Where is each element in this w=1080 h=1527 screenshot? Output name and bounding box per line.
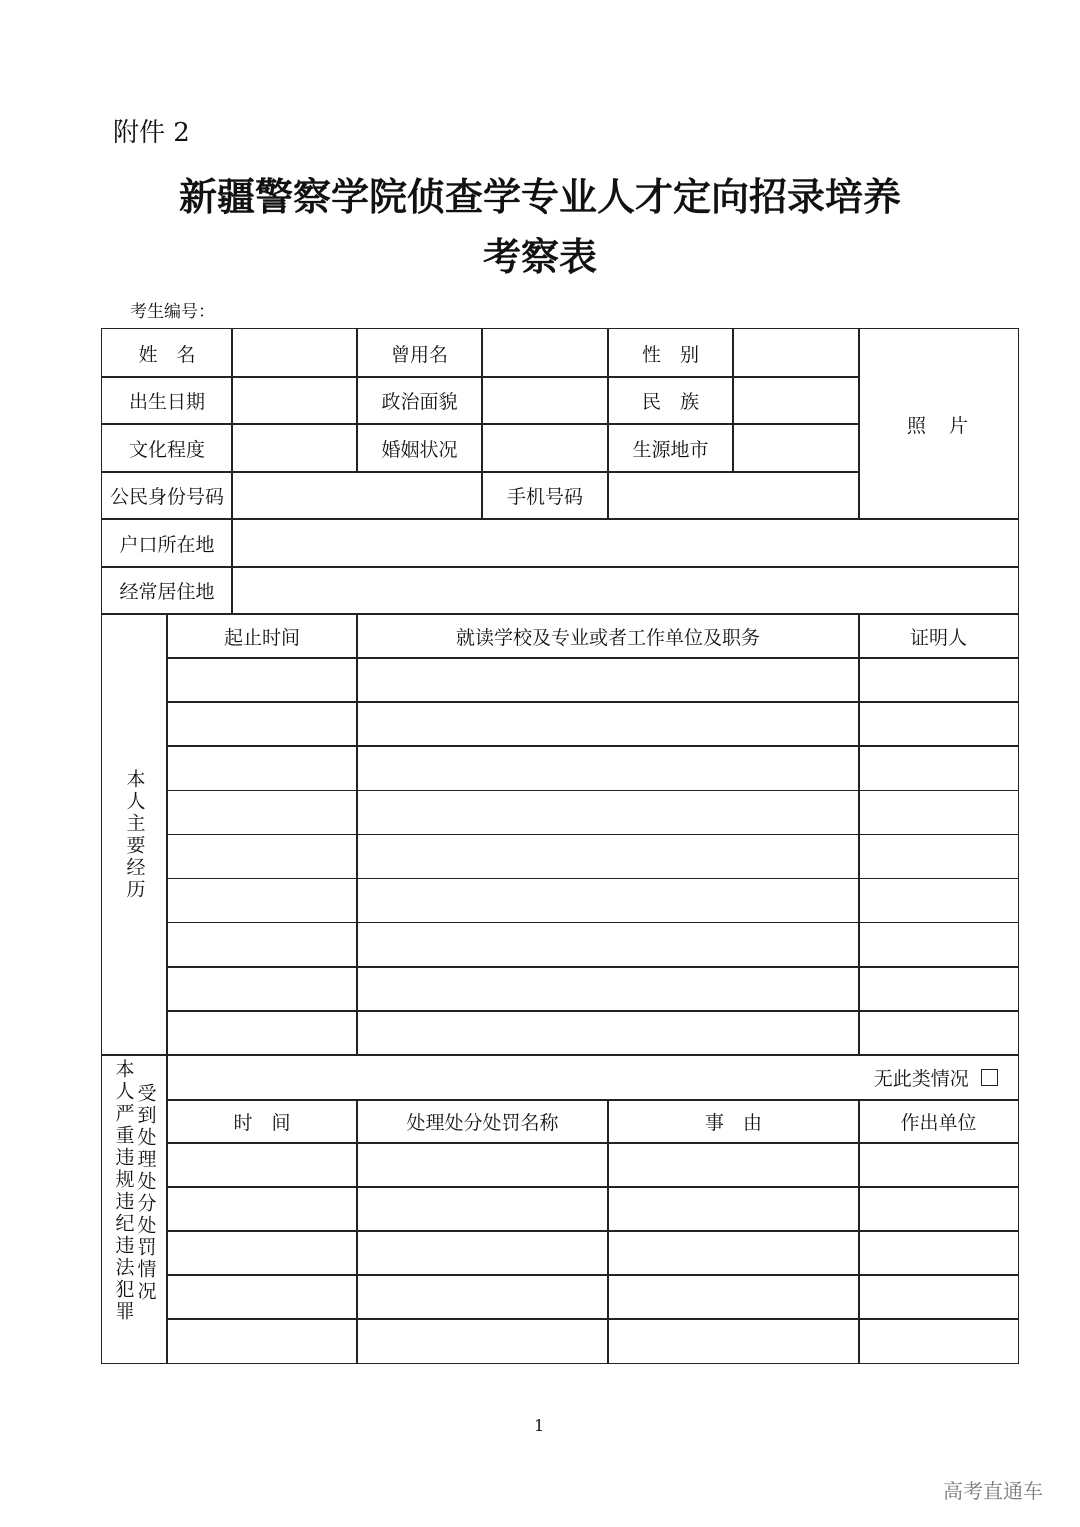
discipline-cell[interactable] bbox=[356, 1186, 609, 1232]
experience-cell[interactable] bbox=[858, 966, 1019, 1012]
experience-cell[interactable] bbox=[356, 701, 860, 747]
discipline-cell[interactable] bbox=[166, 1318, 358, 1364]
label-household-address: 户口所在地 bbox=[101, 518, 233, 568]
experience-cell[interactable] bbox=[166, 878, 358, 924]
discipline-cell[interactable] bbox=[607, 1142, 860, 1188]
experience-cell[interactable] bbox=[356, 834, 860, 880]
experience-cell[interactable] bbox=[858, 834, 1019, 880]
discipline-cell[interactable] bbox=[356, 1142, 609, 1188]
watermark: 高考直通车 bbox=[943, 1479, 1043, 1503]
attachment-label: 附件 2 bbox=[113, 118, 190, 148]
experience-column-header: 起止时间 bbox=[166, 613, 358, 659]
birth-date-field[interactable] bbox=[231, 376, 358, 425]
discipline-cell[interactable] bbox=[356, 1274, 609, 1320]
photo-box: 照 片 bbox=[858, 328, 1019, 520]
discipline-section-label bbox=[101, 1054, 168, 1364]
none-option-row bbox=[166, 1054, 1019, 1101]
experience-cell[interactable] bbox=[356, 922, 860, 968]
experience-cell[interactable] bbox=[858, 922, 1019, 968]
discipline-cell[interactable] bbox=[607, 1318, 860, 1364]
experience-cell[interactable] bbox=[166, 745, 358, 791]
marital-status-field[interactable] bbox=[481, 423, 609, 473]
discipline-cell[interactable] bbox=[607, 1186, 860, 1232]
experience-cell[interactable] bbox=[166, 657, 358, 703]
experience-cell[interactable] bbox=[166, 922, 358, 968]
education-field[interactable] bbox=[231, 423, 358, 473]
label-residence: 经常居住地 bbox=[101, 566, 233, 615]
label-ethnicity: 民 族 bbox=[607, 376, 734, 425]
experience-cell[interactable] bbox=[858, 1010, 1019, 1056]
experience-cell[interactable] bbox=[166, 1010, 358, 1056]
label-gender: 性 别 bbox=[607, 328, 734, 378]
discipline-label-right: 受到处理处分处罚情况 bbox=[134, 1083, 157, 1304]
page-number: 1 bbox=[534, 1416, 545, 1435]
former-name-field[interactable] bbox=[481, 328, 609, 378]
label-origin-city: 生源地市 bbox=[607, 423, 734, 473]
label-birth-date: 出生日期 bbox=[101, 376, 233, 425]
experience-cell[interactable] bbox=[356, 745, 860, 791]
experience-cell[interactable] bbox=[166, 966, 358, 1012]
discipline-cell[interactable] bbox=[607, 1230, 860, 1276]
discipline-label-left: 本人严重违规违纪违法犯罪 bbox=[112, 1059, 135, 1324]
label-phone: 手机号码 bbox=[481, 471, 609, 520]
household-address-field[interactable] bbox=[231, 518, 1019, 568]
origin-city-field[interactable] bbox=[732, 423, 860, 473]
discipline-column-header: 事 由 bbox=[607, 1099, 860, 1144]
discipline-cell[interactable] bbox=[607, 1274, 860, 1320]
label-former-name: 曾用名 bbox=[356, 328, 483, 378]
experience-cell[interactable] bbox=[166, 834, 358, 880]
discipline-column-header: 作出单位 bbox=[858, 1099, 1019, 1144]
name-field[interactable] bbox=[231, 328, 358, 378]
discipline-cell[interactable] bbox=[858, 1274, 1019, 1320]
discipline-cell[interactable] bbox=[166, 1142, 358, 1188]
experience-cell[interactable] bbox=[356, 657, 860, 703]
residence-field[interactable] bbox=[231, 566, 1019, 615]
experience-cell[interactable] bbox=[356, 878, 860, 924]
document-subtitle: 考察表 bbox=[482, 234, 597, 279]
label-id-number: 公民身份号码 bbox=[101, 471, 233, 520]
political-status-field[interactable] bbox=[481, 376, 609, 425]
document-title: 新疆警察学院侦查学专业人才定向招录培养 bbox=[178, 174, 901, 219]
label-education: 文化程度 bbox=[101, 423, 233, 473]
label-marital-status: 婚姻状况 bbox=[356, 423, 483, 473]
label-political-status: 政治面貌 bbox=[356, 376, 483, 425]
discipline-cell[interactable] bbox=[166, 1274, 358, 1320]
ethnicity-field[interactable] bbox=[732, 376, 860, 425]
experience-cell[interactable] bbox=[356, 1010, 860, 1056]
experience-column-header: 证明人 bbox=[858, 613, 1019, 659]
none-option-checkbox[interactable] bbox=[981, 1069, 998, 1086]
label-name: 姓 名 bbox=[101, 328, 233, 378]
experience-cell[interactable] bbox=[858, 790, 1019, 836]
discipline-cell[interactable] bbox=[166, 1230, 358, 1276]
none-option-label: 无此类情况 bbox=[873, 1068, 969, 1090]
discipline-column-header: 时 间 bbox=[166, 1099, 358, 1144]
experience-cell[interactable] bbox=[858, 701, 1019, 747]
experience-cell[interactable] bbox=[166, 701, 358, 747]
phone-field[interactable] bbox=[607, 471, 860, 520]
exam-number-label: 考生编号： bbox=[130, 302, 215, 322]
discipline-cell[interactable] bbox=[166, 1186, 358, 1232]
discipline-column-header: 处理处分处罚名称 bbox=[356, 1099, 609, 1144]
experience-cell[interactable] bbox=[858, 745, 1019, 791]
discipline-cell[interactable] bbox=[858, 1186, 1019, 1232]
discipline-cell[interactable] bbox=[356, 1230, 609, 1276]
gender-field[interactable] bbox=[732, 328, 860, 378]
discipline-cell[interactable] bbox=[858, 1318, 1019, 1364]
experience-cell[interactable] bbox=[166, 790, 358, 836]
discipline-cell[interactable] bbox=[356, 1318, 609, 1364]
discipline-cell[interactable] bbox=[858, 1142, 1019, 1188]
id-number-field[interactable] bbox=[231, 471, 483, 520]
discipline-cell[interactable] bbox=[858, 1230, 1019, 1276]
experience-cell[interactable] bbox=[356, 966, 860, 1012]
experience-cell[interactable] bbox=[858, 657, 1019, 703]
experience-section-label: 本人主要经历 bbox=[101, 613, 168, 1056]
experience-cell[interactable] bbox=[858, 878, 1019, 924]
experience-column-header: 就读学校及专业或者工作单位及职务 bbox=[356, 613, 860, 659]
experience-cell[interactable] bbox=[356, 790, 860, 836]
